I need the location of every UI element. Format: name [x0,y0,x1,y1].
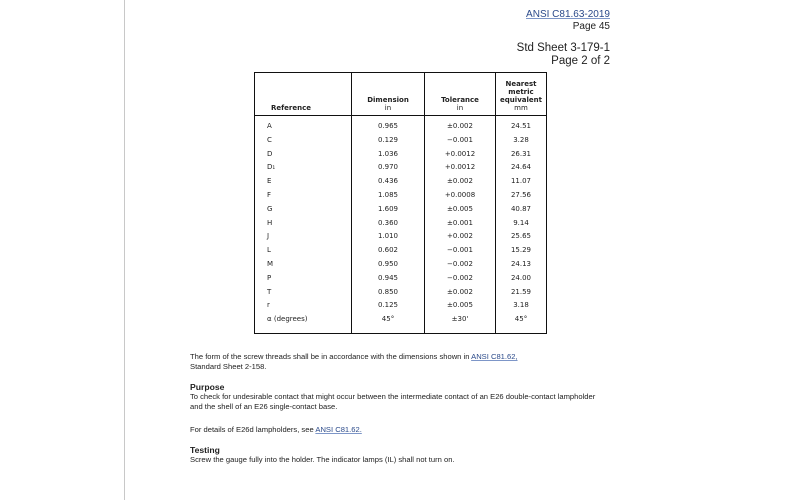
dimensions-table [254,72,547,334]
cell-mm: 15.29 [496,244,547,258]
cell-mm: 24.00 [496,272,547,286]
table-row [255,175,547,189]
cell-mm: 11.07 [496,175,547,189]
cell-mm: 40.87 [496,203,547,217]
cell-ref: D₁ [267,163,276,172]
cell-mm: 24.51 [496,116,547,134]
cell-dim: 0.436 [352,175,425,189]
table-row [255,272,547,286]
cell-tol: +0.0012 [425,148,496,162]
table-row [255,230,547,244]
cell-dim: 1.609 [352,203,425,217]
cell-ref: J [267,232,270,241]
cell-ref: M [267,259,274,268]
testing-heading: Testing [190,445,220,455]
thread-form-paragraph: The form of the screw threads shall be in accordance with the dimensions shown in ANSI C81.62, Standard Sheet 2-158. [190,352,518,371]
cell-mm: 3.28 [496,134,547,148]
cell-dim: 45° [352,313,425,333]
cell-ref: α (degrees) [267,315,308,324]
cell-tol: ±0.002 [425,175,496,189]
table-row [255,203,547,217]
details-paragraph: For details of E26d lampholders, see ANSI C81.62. [190,425,362,434]
cell-tol: −0.002 [425,258,496,272]
sheet-page-of: Page 2 of 2 [551,55,610,67]
standard-ref-link[interactable]: ANSI C81.63-2019 [526,9,610,20]
ansi-c81-62-link[interactable]: ANSI C81.62, [471,352,518,361]
cell-tol: ±0.002 [425,116,496,134]
table-row [255,313,547,333]
sheet-title: Std Sheet 3-179-1 [516,42,610,54]
cell-ref: D [267,149,273,158]
table-row [255,217,547,231]
table-row [255,134,547,148]
cell-tol: −0.001 [425,134,496,148]
cell-mm: 21.59 [496,286,547,300]
cell-tol: ±30' [425,313,496,333]
cell-ref: H [267,218,273,227]
cell-ref: G [267,204,273,213]
cell-mm: 9.14 [496,217,547,231]
cell-ref: P [267,273,272,282]
cell-dim: 0.129 [352,134,425,148]
testing-section [190,445,610,465]
cell-dim: 0.945 [352,272,425,286]
cell-mm: 24.64 [496,161,547,175]
cell-dim: 0.950 [352,258,425,272]
cell-tol: ±0.001 [425,217,496,231]
cell-mm: 26.31 [496,148,547,162]
cell-mm: 27.56 [496,189,547,203]
ansi-c81-62-details-link[interactable]: ANSI C81.62. [315,425,362,434]
page-edge [124,0,125,500]
cell-tol: ±0.005 [425,299,496,313]
cell-dim: 1.036 [352,148,425,162]
purpose-heading: Purpose [190,382,225,392]
cell-tol: −0.002 [425,272,496,286]
cell-tol: +0.0012 [425,161,496,175]
header-metric: Nearest metric equivalent mm [496,73,547,116]
cell-ref: A [267,122,272,130]
cell-tol: +0.0008 [425,189,496,203]
header-reference: Reference [255,73,352,116]
cell-dim: 0.970 [352,161,425,175]
table-row [255,189,547,203]
cell-tol: ±0.005 [425,203,496,217]
cell-ref: r [267,301,270,310]
header-tolerance: Tolerance in [425,73,496,116]
table-header-row [255,73,547,116]
table-body [255,116,547,334]
header-dimension: Dimension in [352,73,425,116]
table-row [255,161,547,175]
cell-tol: −0.001 [425,244,496,258]
cell-dim: 0.125 [352,299,425,313]
testing-text: Screw the gauge fully into the holder. The indicator lamps (IL) shall not turn on. [190,455,455,464]
purpose-section [190,382,610,412]
cell-ref: L [267,246,271,255]
cell-mm: 45° [496,313,547,333]
cell-ref: E [267,177,272,186]
cell-mm: 25.65 [496,230,547,244]
page-number: Page 45 [572,21,610,32]
cell-tol: +0.002 [425,230,496,244]
cell-dim: 0.965 [352,116,425,134]
cell-dim: 0.850 [352,286,425,300]
cell-mm: 24.13 [496,258,547,272]
table-row [255,258,547,272]
table-row [255,116,547,134]
cell-ref: T [267,287,272,296]
page-header [526,9,610,33]
cell-mm: 3.18 [496,299,547,313]
cell-ref: C [267,135,272,144]
cell-dim: 0.602 [352,244,425,258]
cell-dim: 1.085 [352,189,425,203]
cell-dim: 1.010 [352,230,425,244]
table-row [255,244,547,258]
table-row [255,286,547,300]
sheet-info [517,42,610,68]
cell-tol: ±0.002 [425,286,496,300]
cell-ref: F [267,190,272,199]
table-row [255,299,547,313]
cell-dim: 0.360 [352,217,425,231]
purpose-text: To check for undesirable contact that might occur between the intermediate contact of an E26 double-contact lampholder and the shell of an E26 single-contact base. [190,392,596,411]
table-row [255,148,547,162]
